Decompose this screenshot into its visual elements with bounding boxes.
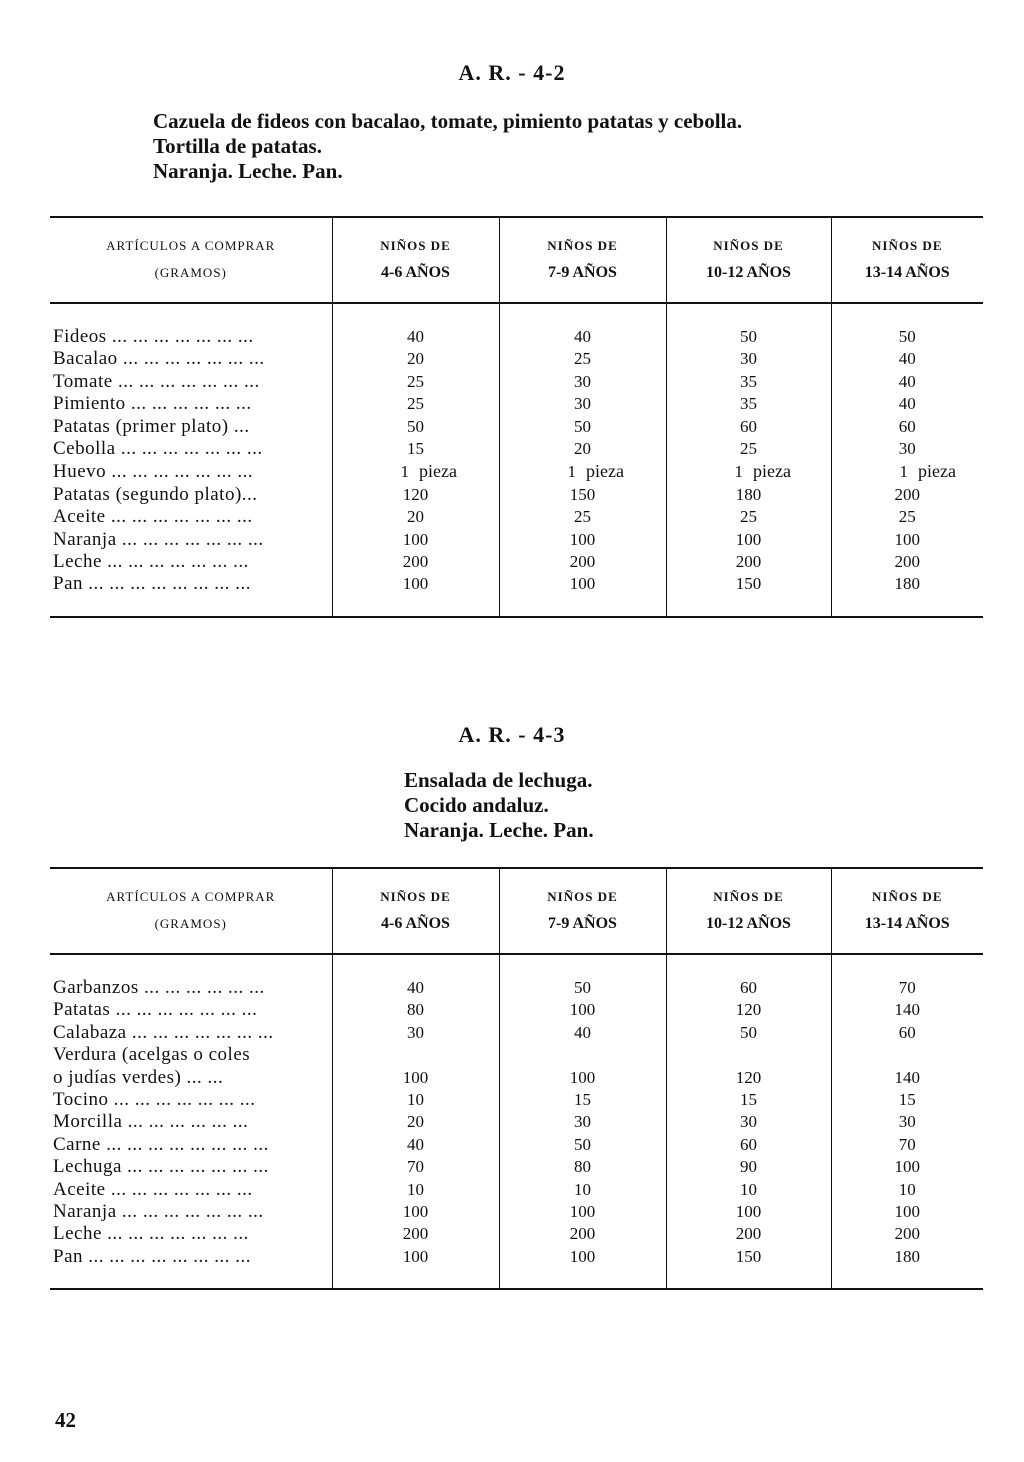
table-row bbox=[50, 348, 983, 370]
item-name: Huevo ... ... ... ... ... ... ... bbox=[53, 460, 254, 482]
header-group-age: 10-12 AÑOS bbox=[706, 264, 791, 281]
quantity-cell: 200 bbox=[499, 1223, 666, 1245]
item-name: Pan ... ... ... ... ... ... ... ... bbox=[50, 573, 332, 616]
quantity-value: 1 bbox=[899, 462, 908, 482]
quantity-cell: 60 bbox=[666, 416, 831, 438]
quantity-cell: 80 bbox=[332, 999, 499, 1021]
quantity-cell: 100 bbox=[499, 1067, 666, 1089]
table-row bbox=[50, 1067, 983, 1089]
section-title: A. R. - 4-2 bbox=[458, 60, 566, 85]
table-row bbox=[50, 1134, 983, 1156]
quantity-cell: 50 bbox=[666, 1022, 831, 1044]
quantity-cell: 200 bbox=[831, 551, 983, 573]
quantity-cell: 30 bbox=[666, 348, 831, 370]
table-row bbox=[50, 303, 983, 348]
column-header-age-group bbox=[666, 868, 831, 954]
header-group-age: 7-9 AÑOS bbox=[548, 915, 617, 932]
quantity-cell bbox=[499, 460, 666, 483]
header-label-units: (GRAMOS) bbox=[154, 265, 227, 280]
menu-line: Ensalada de lechuga. bbox=[404, 768, 593, 792]
table-row bbox=[50, 484, 983, 506]
quantity-cell: 150 bbox=[666, 573, 831, 616]
quantity-cell: 100 bbox=[666, 1201, 831, 1223]
quantity-cell: 40 bbox=[332, 954, 499, 999]
item-name: Patatas ... ... ... ... ... ... ... bbox=[53, 999, 258, 1021]
quantity-cell: 40 bbox=[831, 371, 983, 393]
quantity-cell: 35 bbox=[666, 393, 831, 415]
quantity-cell: 100 bbox=[499, 1201, 666, 1223]
quantity-unit: pieza bbox=[586, 461, 624, 482]
header-group-label: NIÑOS DE bbox=[380, 238, 451, 253]
item-name: Patatas (segundo plato)... bbox=[53, 483, 258, 505]
quantity-cell: 100 bbox=[666, 529, 831, 551]
item-name: Garbanzos ... ... ... ... ... ... bbox=[53, 977, 265, 998]
quantity-cell: 25 bbox=[332, 371, 499, 393]
quantity-cell: 25 bbox=[666, 438, 831, 460]
table-row bbox=[50, 506, 983, 528]
quantity-cell: 140 bbox=[831, 999, 983, 1021]
column-header-articles bbox=[50, 868, 332, 954]
header-label: ARTÍCULOS A COMPRAR bbox=[106, 238, 276, 253]
table-header-row bbox=[50, 868, 983, 954]
quantity-cell: 60 bbox=[666, 1134, 831, 1156]
header-group-label: NIÑOS DE bbox=[547, 238, 618, 253]
quantity-cell: 40 bbox=[499, 1022, 666, 1044]
quantity-cell: 35 bbox=[666, 371, 831, 393]
header-group-age: 4-6 AÑOS bbox=[381, 264, 450, 281]
table-row bbox=[50, 393, 983, 415]
item-name: Leche ... ... ... ... ... ... ... bbox=[53, 1223, 249, 1245]
quantity-cell: 25 bbox=[332, 393, 499, 415]
header-group-age: 13-14 AÑOS bbox=[864, 264, 950, 281]
quantity-cell: 40 bbox=[332, 303, 499, 348]
quantity-cell: 200 bbox=[831, 484, 983, 506]
quantity-cell: 40 bbox=[332, 1134, 499, 1156]
quantity-cell: 40 bbox=[831, 348, 983, 370]
quantity-cell: 50 bbox=[499, 416, 666, 438]
quantity-value: 1 bbox=[734, 462, 743, 482]
quantity-cell: 120 bbox=[666, 1067, 831, 1089]
quantity-cell: 10 bbox=[332, 1089, 499, 1111]
item-name: Bacalao ... ... ... ... ... ... ... bbox=[53, 348, 265, 370]
quantity-cell: 180 bbox=[831, 1246, 983, 1289]
quantity-cell bbox=[831, 1044, 983, 1066]
column-header-age-group bbox=[831, 868, 983, 954]
table-row bbox=[50, 371, 983, 393]
quantity-cell: 10 bbox=[332, 1179, 499, 1201]
quantity-cell: 200 bbox=[332, 551, 499, 573]
quantity-cell: 50 bbox=[332, 416, 499, 438]
column-header-age-group bbox=[332, 868, 499, 954]
quantity-cell bbox=[332, 1044, 499, 1066]
quantity-cell: 60 bbox=[831, 1022, 983, 1044]
quantity-cell: 200 bbox=[666, 1223, 831, 1245]
quantity-cell: 90 bbox=[666, 1156, 831, 1178]
quantity-cell: 30 bbox=[332, 1022, 499, 1044]
quantity-cell: 100 bbox=[332, 1246, 499, 1289]
quantity-cell: 100 bbox=[332, 529, 499, 551]
quantity-cell: 180 bbox=[831, 573, 983, 616]
quantity-value: 1 bbox=[400, 462, 409, 482]
item-name: Tocino ... ... ... ... ... ... ... bbox=[53, 1089, 256, 1111]
table-row bbox=[50, 529, 983, 551]
header-group-label: NIÑOS DE bbox=[713, 889, 784, 904]
table-row bbox=[50, 1201, 983, 1223]
quantity-cell: 25 bbox=[831, 506, 983, 528]
item-name: Lechuga ... ... ... ... ... ... ... bbox=[53, 1156, 269, 1178]
table-body bbox=[50, 303, 983, 617]
quantity-cell: 150 bbox=[666, 1246, 831, 1289]
quantity-cell: 50 bbox=[666, 303, 831, 348]
quantity-cell: 50 bbox=[499, 954, 666, 999]
quantity-cell: 15 bbox=[499, 1089, 666, 1111]
quantity-cell: 200 bbox=[332, 1223, 499, 1245]
table-row bbox=[50, 1089, 983, 1111]
item-name: Aceite ... ... ... ... ... ... ... bbox=[53, 1178, 253, 1200]
quantity-cell: 200 bbox=[499, 551, 666, 573]
item-name: Morcilla ... ... ... ... ... ... bbox=[53, 1111, 249, 1133]
column-header-articles bbox=[50, 217, 332, 303]
table-row bbox=[50, 460, 983, 483]
quantity-cell: 25 bbox=[666, 506, 831, 528]
column-header-age-group bbox=[831, 217, 983, 303]
table-row bbox=[50, 1156, 983, 1178]
column-header-age-group bbox=[666, 217, 831, 303]
column-header-age-group bbox=[499, 217, 666, 303]
quantity-cell: 200 bbox=[831, 1223, 983, 1245]
quantity-value: 1 bbox=[567, 462, 576, 482]
header-group-age: 10-12 AÑOS bbox=[706, 915, 791, 932]
quantity-cell: 100 bbox=[499, 573, 666, 616]
quantity-cell: 200 bbox=[666, 551, 831, 573]
header-group-label: NIÑOS DE bbox=[713, 238, 784, 253]
header-group-label: NIÑOS DE bbox=[872, 238, 943, 253]
table-row bbox=[50, 1044, 983, 1066]
quantity-cell: 40 bbox=[499, 303, 666, 348]
section-title: A. R. - 4-3 bbox=[458, 722, 566, 747]
table-row bbox=[50, 438, 983, 460]
table-row bbox=[50, 1022, 983, 1044]
menu-line: Cazuela de fideos con bacalao, tomate, pimiento patatas y cebolla. bbox=[153, 109, 743, 133]
quantity-cell: 30 bbox=[499, 1111, 666, 1133]
quantity-cell: 15 bbox=[666, 1089, 831, 1111]
quantity-cell: 100 bbox=[499, 999, 666, 1021]
column-header-age-group bbox=[499, 868, 666, 954]
quantity-cell: 30 bbox=[666, 1111, 831, 1133]
quantity-cell bbox=[831, 460, 983, 483]
quantity-cell: 150 bbox=[499, 484, 666, 506]
page-number: 42 bbox=[55, 1408, 76, 1432]
quantity-unit: pieza bbox=[419, 461, 457, 482]
quantity-cell: 30 bbox=[499, 371, 666, 393]
quantity-cell: 20 bbox=[332, 506, 499, 528]
ration-table bbox=[50, 867, 983, 1290]
menu-line: Naranja. Leche. Pan. bbox=[404, 818, 594, 842]
table-row bbox=[50, 1223, 983, 1245]
table-row bbox=[50, 1179, 983, 1201]
quantity-unit: pieza bbox=[753, 461, 791, 482]
item-name: Aceite ... ... ... ... ... ... ... bbox=[53, 506, 253, 528]
table-row bbox=[50, 954, 983, 999]
menu-line: Naranja. Leche. Pan. bbox=[153, 159, 343, 183]
quantity-cell: 100 bbox=[332, 1067, 499, 1089]
menu-description bbox=[153, 109, 742, 184]
item-name: Patatas (primer plato) ... bbox=[53, 415, 250, 437]
quantity-cell: 100 bbox=[499, 1246, 666, 1289]
quantity-cell: 120 bbox=[666, 999, 831, 1021]
quantity-cell bbox=[332, 460, 499, 483]
quantity-cell: 30 bbox=[831, 1111, 983, 1133]
item-name: Pan ... ... ... ... ... ... ... ... bbox=[50, 1246, 332, 1289]
quantity-cell: 15 bbox=[332, 438, 499, 460]
quantity-cell: 20 bbox=[332, 348, 499, 370]
item-name: Carne ... ... ... ... ... ... ... ... bbox=[53, 1133, 269, 1155]
header-group-age: 13-14 AÑOS bbox=[864, 915, 950, 932]
quantity-cell: 30 bbox=[831, 438, 983, 460]
quantity-cell: 20 bbox=[332, 1111, 499, 1133]
table-row bbox=[50, 573, 983, 616]
menu-line: Cocido andaluz. bbox=[404, 793, 549, 817]
quantity-cell: 100 bbox=[831, 529, 983, 551]
table-body bbox=[50, 954, 983, 1289]
quantity-cell: 30 bbox=[499, 393, 666, 415]
quantity-cell: 50 bbox=[831, 303, 983, 348]
menu-description bbox=[404, 768, 594, 843]
header-label-units: (GRAMOS) bbox=[154, 916, 227, 931]
quantity-cell: 80 bbox=[499, 1156, 666, 1178]
item-name: Pimiento ... ... ... ... ... ... bbox=[53, 393, 252, 415]
quantity-cell: 25 bbox=[499, 348, 666, 370]
quantity-cell bbox=[666, 1044, 831, 1066]
quantity-cell: 60 bbox=[666, 954, 831, 999]
item-name: Calabaza ... ... ... ... ... ... ... bbox=[53, 1021, 274, 1043]
header-label: ARTÍCULOS A COMPRAR bbox=[106, 889, 276, 904]
quantity-cell: 60 bbox=[831, 416, 983, 438]
item-name: Leche ... ... ... ... ... ... ... bbox=[53, 551, 249, 573]
quantity-cell: 100 bbox=[332, 573, 499, 616]
header-group-label: NIÑOS DE bbox=[547, 889, 618, 904]
quantity-cell: 100 bbox=[831, 1156, 983, 1178]
quantity-cell: 70 bbox=[831, 1134, 983, 1156]
quantity-cell: 100 bbox=[499, 529, 666, 551]
quantity-cell bbox=[499, 1044, 666, 1066]
table-row bbox=[50, 999, 983, 1021]
item-name: Tomate ... ... ... ... ... ... ... bbox=[53, 370, 260, 392]
header-group-age: 4-6 AÑOS bbox=[381, 915, 450, 932]
quantity-cell: 50 bbox=[499, 1134, 666, 1156]
quantity-cell: 25 bbox=[499, 506, 666, 528]
quantity-cell: 10 bbox=[666, 1179, 831, 1201]
quantity-cell: 40 bbox=[831, 393, 983, 415]
table-row bbox=[50, 1246, 983, 1289]
quantity-cell: 100 bbox=[332, 1201, 499, 1223]
quantity-unit: pieza bbox=[918, 461, 956, 482]
item-name: Verdura (acelgas o coles bbox=[53, 1044, 251, 1066]
header-group-label: NIÑOS DE bbox=[872, 889, 943, 904]
item-name: o judías verdes) ... ... bbox=[53, 1066, 224, 1088]
table-row bbox=[50, 1111, 983, 1133]
item-name: Naranja ... ... ... ... ... ... ... bbox=[53, 1201, 264, 1223]
header-group-label: NIÑOS DE bbox=[380, 889, 451, 904]
quantity-cell: 70 bbox=[831, 954, 983, 999]
ration-table bbox=[50, 216, 983, 618]
table-header-row bbox=[50, 217, 983, 303]
quantity-cell: 10 bbox=[831, 1179, 983, 1201]
quantity-cell: 15 bbox=[831, 1089, 983, 1111]
quantity-cell: 100 bbox=[831, 1201, 983, 1223]
header-group-age: 7-9 AÑOS bbox=[548, 264, 617, 281]
quantity-cell: 70 bbox=[332, 1156, 499, 1178]
item-name: Cebolla ... ... ... ... ... ... ... bbox=[53, 438, 263, 460]
table-row bbox=[50, 551, 983, 573]
quantity-cell: 180 bbox=[666, 484, 831, 506]
quantity-cell: 10 bbox=[499, 1179, 666, 1201]
menu-line: Tortilla de patatas. bbox=[153, 134, 322, 158]
quantity-cell: 120 bbox=[332, 484, 499, 506]
table-row bbox=[50, 416, 983, 438]
item-name: Naranja ... ... ... ... ... ... ... bbox=[53, 528, 264, 550]
column-header-age-group bbox=[332, 217, 499, 303]
quantity-cell: 20 bbox=[499, 438, 666, 460]
item-name: Fideos ... ... ... ... ... ... ... bbox=[53, 326, 254, 347]
quantity-cell: 140 bbox=[831, 1067, 983, 1089]
quantity-cell bbox=[666, 460, 831, 483]
